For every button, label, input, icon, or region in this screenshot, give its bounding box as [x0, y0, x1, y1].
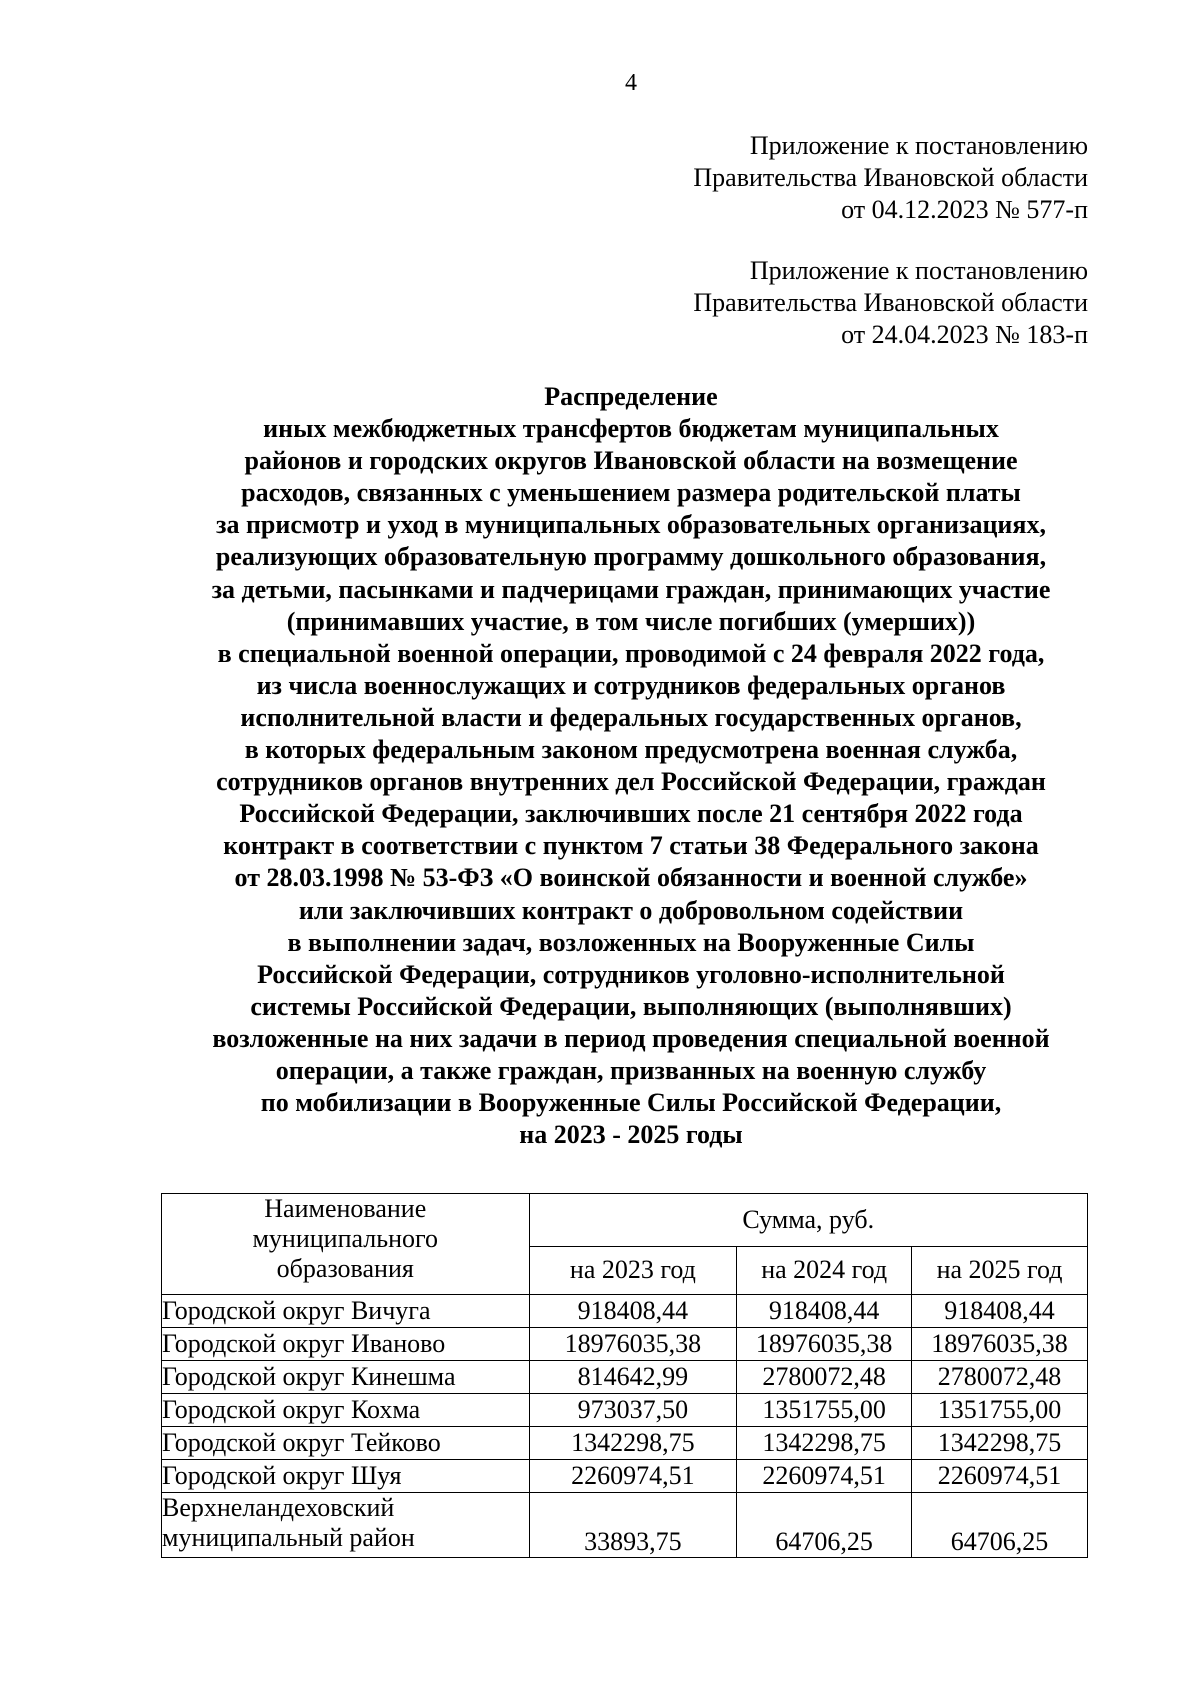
- amount-2024: 18976035,38: [737, 1328, 912, 1361]
- amount-2023: 973037,50: [529, 1394, 737, 1427]
- municipality-name: [162, 1493, 530, 1558]
- title-line: Российской Федерации, заключивших после 21 сентября 2022 года: [239, 799, 1023, 829]
- municipality-name: Городской округ Вичуга: [162, 1295, 530, 1328]
- title-line: Российской Федерации, сотрудников уголовно-исполнительной: [257, 959, 1005, 989]
- appendix-current-decree: [693, 130, 1088, 226]
- header-municipality: [162, 1194, 530, 1295]
- amount-2024: 64706,25: [737, 1493, 912, 1558]
- title-line: из числа военнослужащих и сотрудников федеральных органов: [256, 670, 1006, 700]
- header-year-2024: на 2024 год: [737, 1246, 912, 1294]
- document-title: [0, 381, 1200, 1151]
- amount-2023: 33893,75: [529, 1493, 737, 1558]
- amount-2024: 2260974,51: [737, 1460, 912, 1493]
- title-line: реализующих образовательную программу дошкольного образования,: [215, 542, 1047, 572]
- title-line: в выполнении задач, возложенных на Вооруженные Силы: [287, 927, 975, 957]
- amount-2024: 1351755,00: [737, 1394, 912, 1427]
- title-line: расходов, связанных с уменьшением размера родительской платы: [241, 478, 1021, 508]
- appendix-line: от 24.04.2023 № 183-п: [841, 320, 1088, 349]
- appendix-line: Правительства Ивановской области: [693, 288, 1088, 317]
- title-line: в которых федеральным законом предусмотрена военная служба,: [244, 735, 1018, 765]
- title-line: системы Российской Федерации, выполняющих (выполнявших): [250, 991, 1012, 1021]
- municipality-name: Городской округ Иваново: [162, 1328, 530, 1361]
- header-year-2025: на 2025 год: [912, 1246, 1088, 1294]
- appendix-line: Приложение к постановлению: [749, 256, 1088, 285]
- amount-2025: 1351755,00: [912, 1394, 1088, 1427]
- table-row: [162, 1328, 1088, 1361]
- amount-2025: 2780072,48: [912, 1361, 1088, 1394]
- amount-2024: 918408,44: [737, 1295, 912, 1328]
- table-row: [162, 1394, 1088, 1427]
- municipality-name-line: Верхнеландеховский: [162, 1493, 395, 1522]
- table-row: [162, 1493, 1088, 1558]
- distribution-table: [161, 1193, 1088, 1558]
- title-line: контракт в соответствии с пунктом 7 статьи 38 Федерального закона: [223, 831, 1039, 861]
- title-line: районов и городских округов Ивановской области на возмещение: [244, 446, 1018, 476]
- page-number: 4: [625, 70, 637, 96]
- municipality-name: Городской округ Кинешма: [162, 1361, 530, 1394]
- amount-2023: 18976035,38: [529, 1328, 737, 1361]
- appendix-line: Правительства Ивановской области: [693, 163, 1088, 192]
- table-row: [162, 1427, 1088, 1460]
- municipality-name-line: муниципальный район: [162, 1523, 415, 1552]
- amount-2025: 918408,44: [912, 1295, 1088, 1328]
- municipality-name: Городской округ Тейково: [162, 1427, 530, 1460]
- amount-2025: 2260974,51: [912, 1460, 1088, 1493]
- amount-2023: 814642,99: [529, 1361, 737, 1394]
- table-row: [162, 1295, 1088, 1328]
- table-row: [162, 1361, 1088, 1394]
- amount-2024: 1342298,75: [737, 1427, 912, 1460]
- amount-2023: 1342298,75: [529, 1427, 737, 1460]
- title-line: исполнительной власти и федеральных государственных органов,: [240, 702, 1022, 732]
- amount-2023: 918408,44: [529, 1295, 737, 1328]
- header-name-line: муниципального: [252, 1224, 439, 1253]
- title-line: сотрудников органов внутренних дел Российской Федерации, граждан: [216, 767, 1046, 797]
- amount-2024: 2780072,48: [737, 1361, 912, 1394]
- title-line: за детьми, пасынками и падчерицами граждан, принимающих участие: [211, 574, 1051, 604]
- appendix-original-decree: [693, 255, 1088, 351]
- header-name-line: Наименование: [264, 1194, 427, 1223]
- title-line: в специальной военной операции, проводимой с 24 февраля 2022 года,: [217, 638, 1045, 668]
- title-line: (принимавших участие, в том числе погибших (умерших)): [286, 606, 976, 636]
- amount-2025: 18976035,38: [912, 1328, 1088, 1361]
- header-year-2023: на 2023 год: [529, 1246, 737, 1294]
- municipality-name: Городской округ Кохма: [162, 1394, 530, 1427]
- title-line: на 2023 - 2025 годы: [519, 1120, 743, 1150]
- header-name-line: образования: [276, 1254, 414, 1283]
- title-line: возложенные на них задачи в период проведения специальной военной: [212, 1023, 1050, 1053]
- amount-2025: 64706,25: [912, 1493, 1088, 1558]
- appendix-line: Приложение к постановлению: [749, 131, 1088, 160]
- municipality-name: Городской округ Шуя: [162, 1460, 530, 1493]
- appendix-line: от 04.12.2023 № 577-п: [841, 195, 1088, 224]
- title-line: Распределение: [544, 382, 718, 411]
- amount-2023: 2260974,51: [529, 1460, 737, 1493]
- title-line: от 28.03.1998 № 53-ФЗ «О воинской обязанности и военной службе»: [234, 863, 1028, 893]
- title-line: за присмотр и уход в муниципальных образовательных организациях,: [216, 510, 1046, 540]
- title-line: операции, а также граждан, призванных на военную службу: [275, 1055, 987, 1085]
- table-row: [162, 1460, 1088, 1493]
- title-line: иных межбюджетных трансфертов бюджетам муниципальных: [263, 414, 999, 444]
- title-line: или заключивших контракт о добровольном содействии: [298, 895, 964, 925]
- amount-2025: 1342298,75: [912, 1427, 1088, 1460]
- header-sum: Сумма, руб.: [529, 1194, 1087, 1247]
- title-line: по мобилизации в Вооруженные Силы Российской Федерации,: [260, 1088, 1002, 1118]
